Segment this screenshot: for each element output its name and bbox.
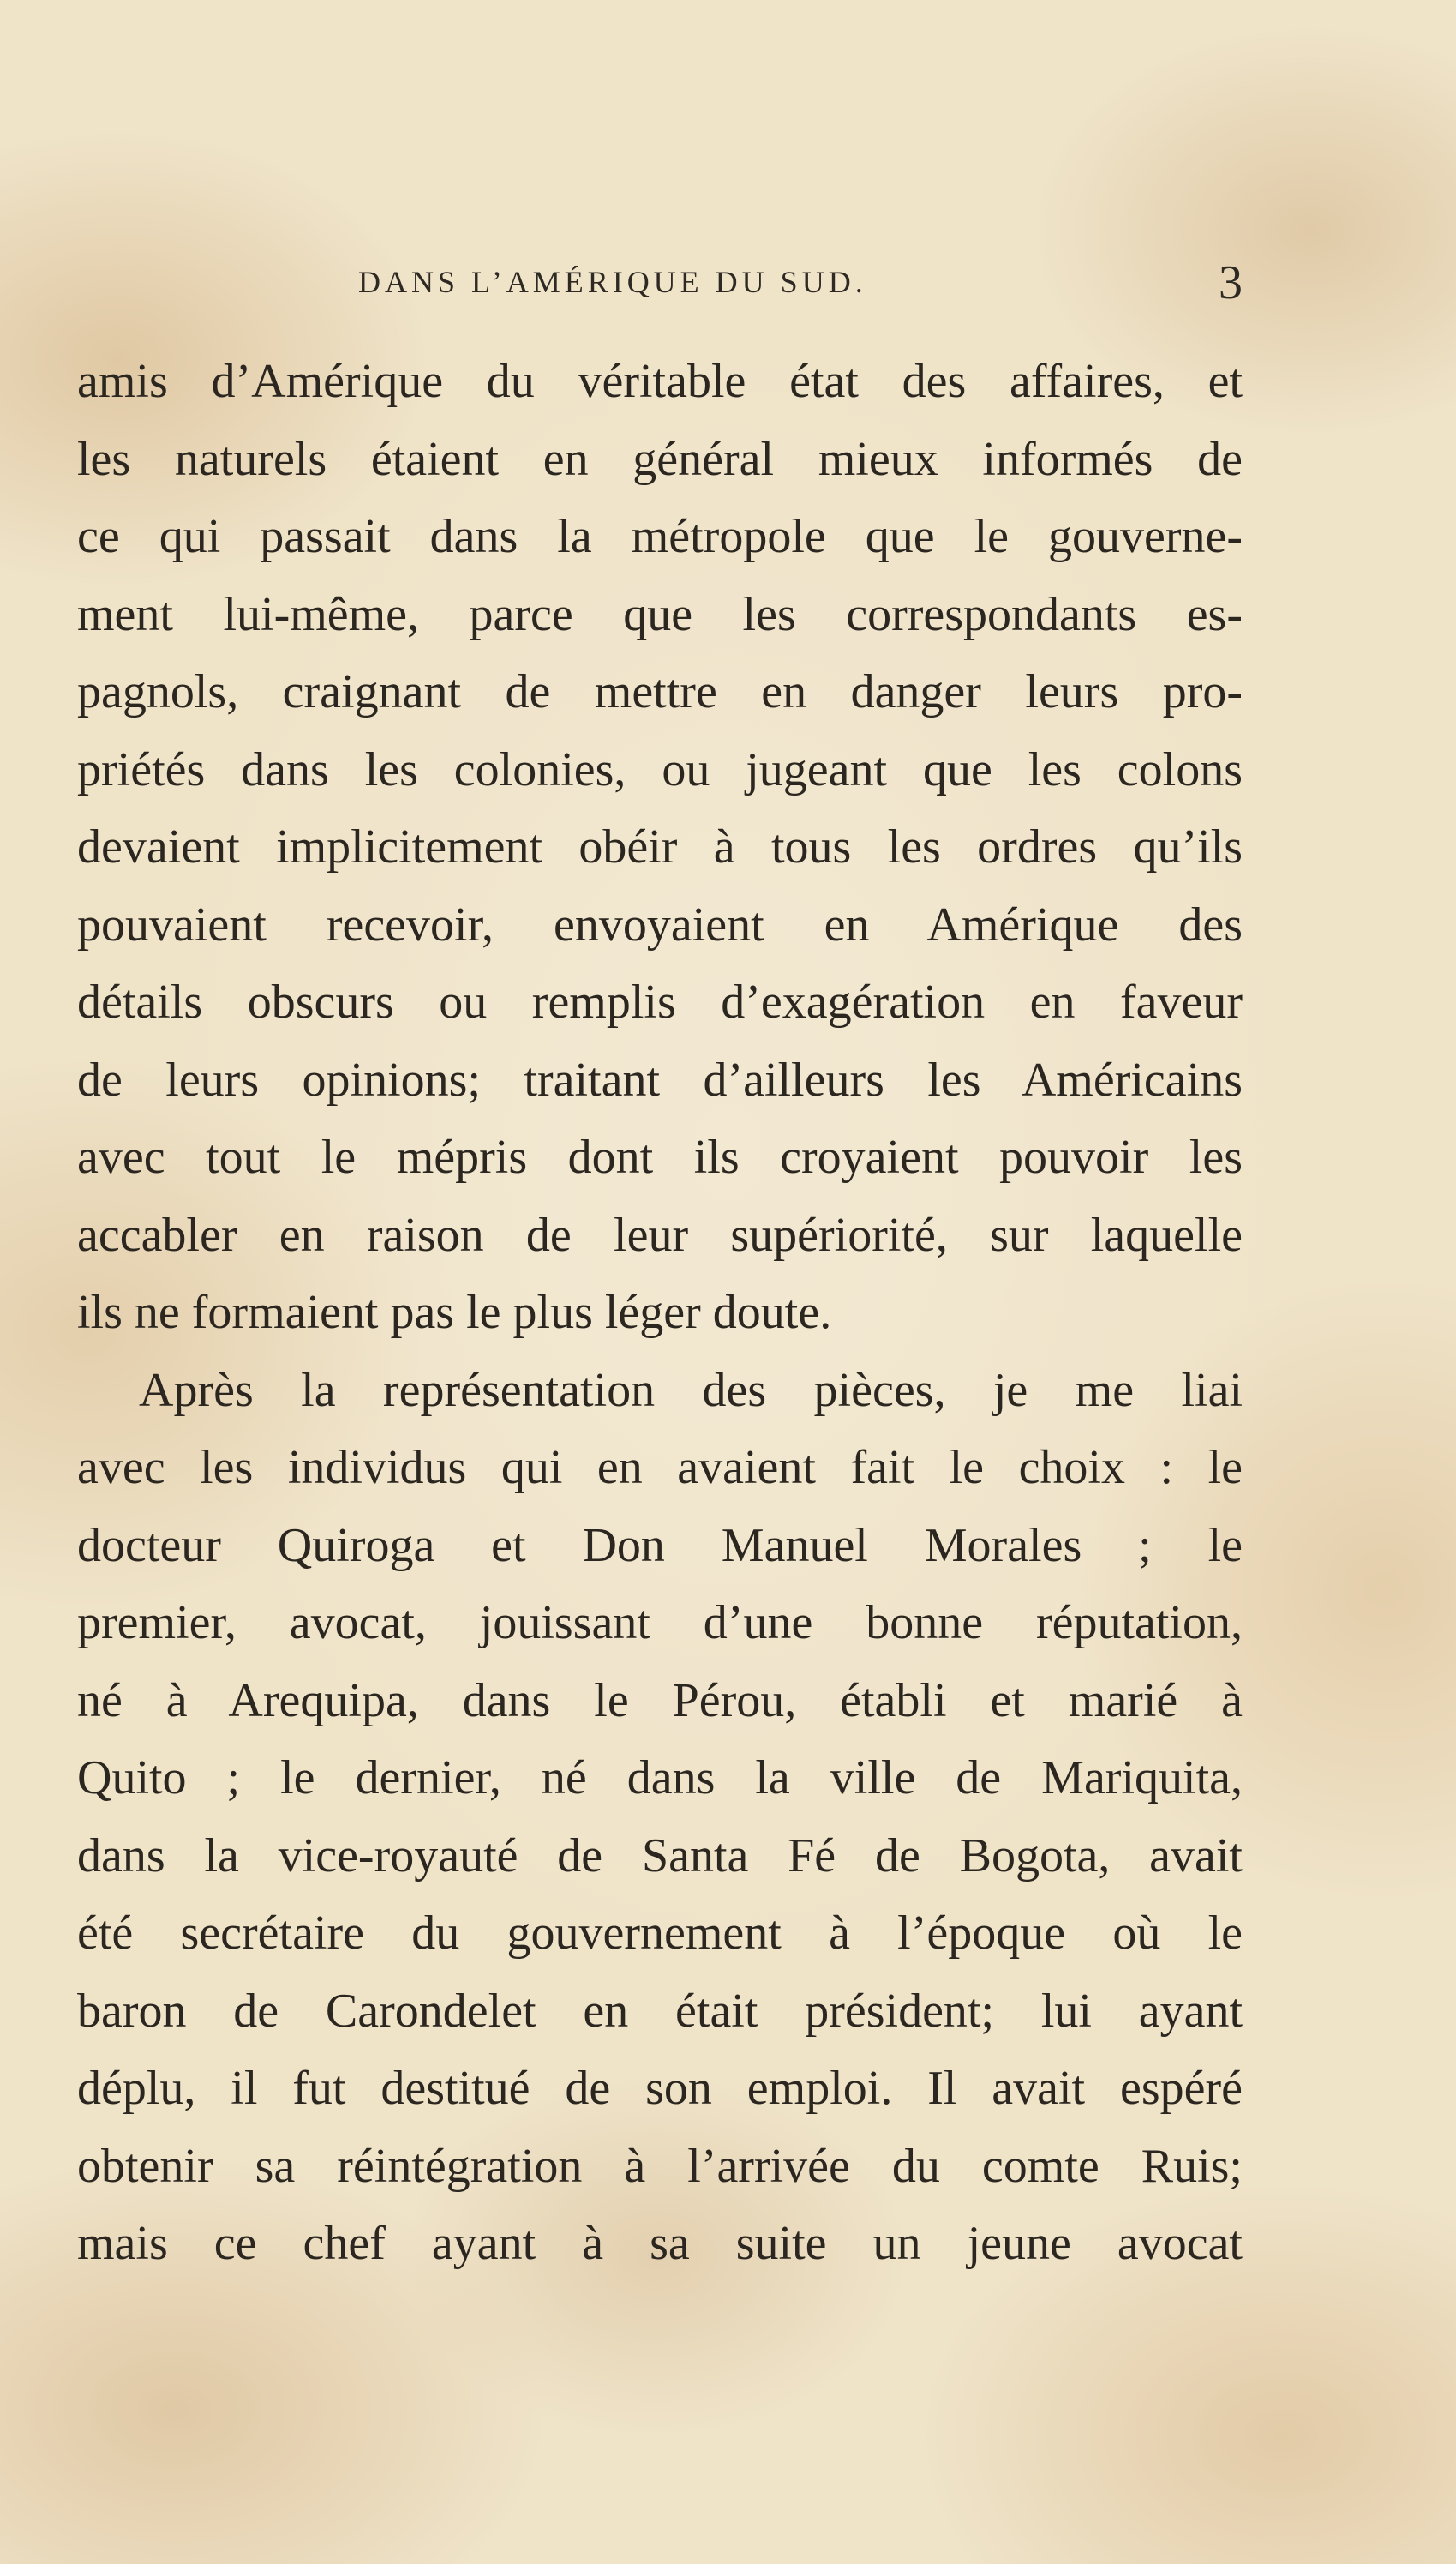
text-line: été secrétaire du gouvernement à l’époque où le [77,1906,1243,1960]
text-line: avec tout le mépris dont ils croyaient pouvoir les [77,1131,1243,1184]
text-line: mais ce chef ayant à sa suite un jeune avocat [77,2217,1243,2270]
text-line: amis d’Amérique du véritable état des affaires, et [77,355,1243,408]
running-title: DANS L’AMÉRIQUE DU SUD. [358,265,867,299]
paragraph-last-line: ils ne formaient pas le plus léger doute. [77,1286,832,1339]
text-line: accabler en raison de leur supériorité, sur laquelle [77,1208,1243,1262]
text-line: devaient implicitement obéir à tous les ordres qu’ils [77,820,1243,874]
text-line: ce qui passait dans la métropole que le gouverne- [77,510,1243,563]
paragraph-first-line: Après la représentation des pièces, je me liai [139,1363,1243,1417]
text-line: pouvaient recevoir, envoyaient en Amérique des [77,898,1243,952]
text-line: de leurs opinions; traitant d’ailleurs les Américains [77,1053,1243,1107]
text-line: obtenir sa réintégration à l’arrivée du comte Ruis; [77,2139,1243,2193]
text-line: détails obscurs ou remplis d’exagération en faveur [77,976,1243,1029]
text-line: déplu, il fut destitué de son emploi. Il avait espéré [77,2062,1243,2115]
text-line: né à Arequipa, dans le Pérou, établi et marié à [77,1673,1243,1727]
text-line: Quito ; le dernier, né dans la ville de Mariquita, [77,1751,1243,1804]
text-line: dans la vice-royauté de Santa Fé de Bogota, avait [77,1828,1243,1882]
text-line: pagnols, craignant de mettre en danger leurs pro- [77,665,1243,718]
text-line: baron de Carondelet en était président; lui ayant [77,1984,1243,2038]
text-line: docteur Quiroga et Don Manuel Morales ; le [77,1518,1243,1572]
page-number: 3 [1219,256,1243,309]
text-line: ment lui-même, parce que les correspondants es- [77,587,1243,641]
body-text [77,343,1243,2283]
text-line: premier, avocat, jouissant d’une bonne réputation, [77,1596,1243,1649]
text-line: les naturels étaient en général mieux informés de [77,432,1243,486]
text-line: avec les individus qui en avaient fait le choix : le [77,1441,1243,1494]
page-header [77,255,1243,315]
text-line: priétés dans les colonies, ou jugeant que les colons [77,742,1243,796]
